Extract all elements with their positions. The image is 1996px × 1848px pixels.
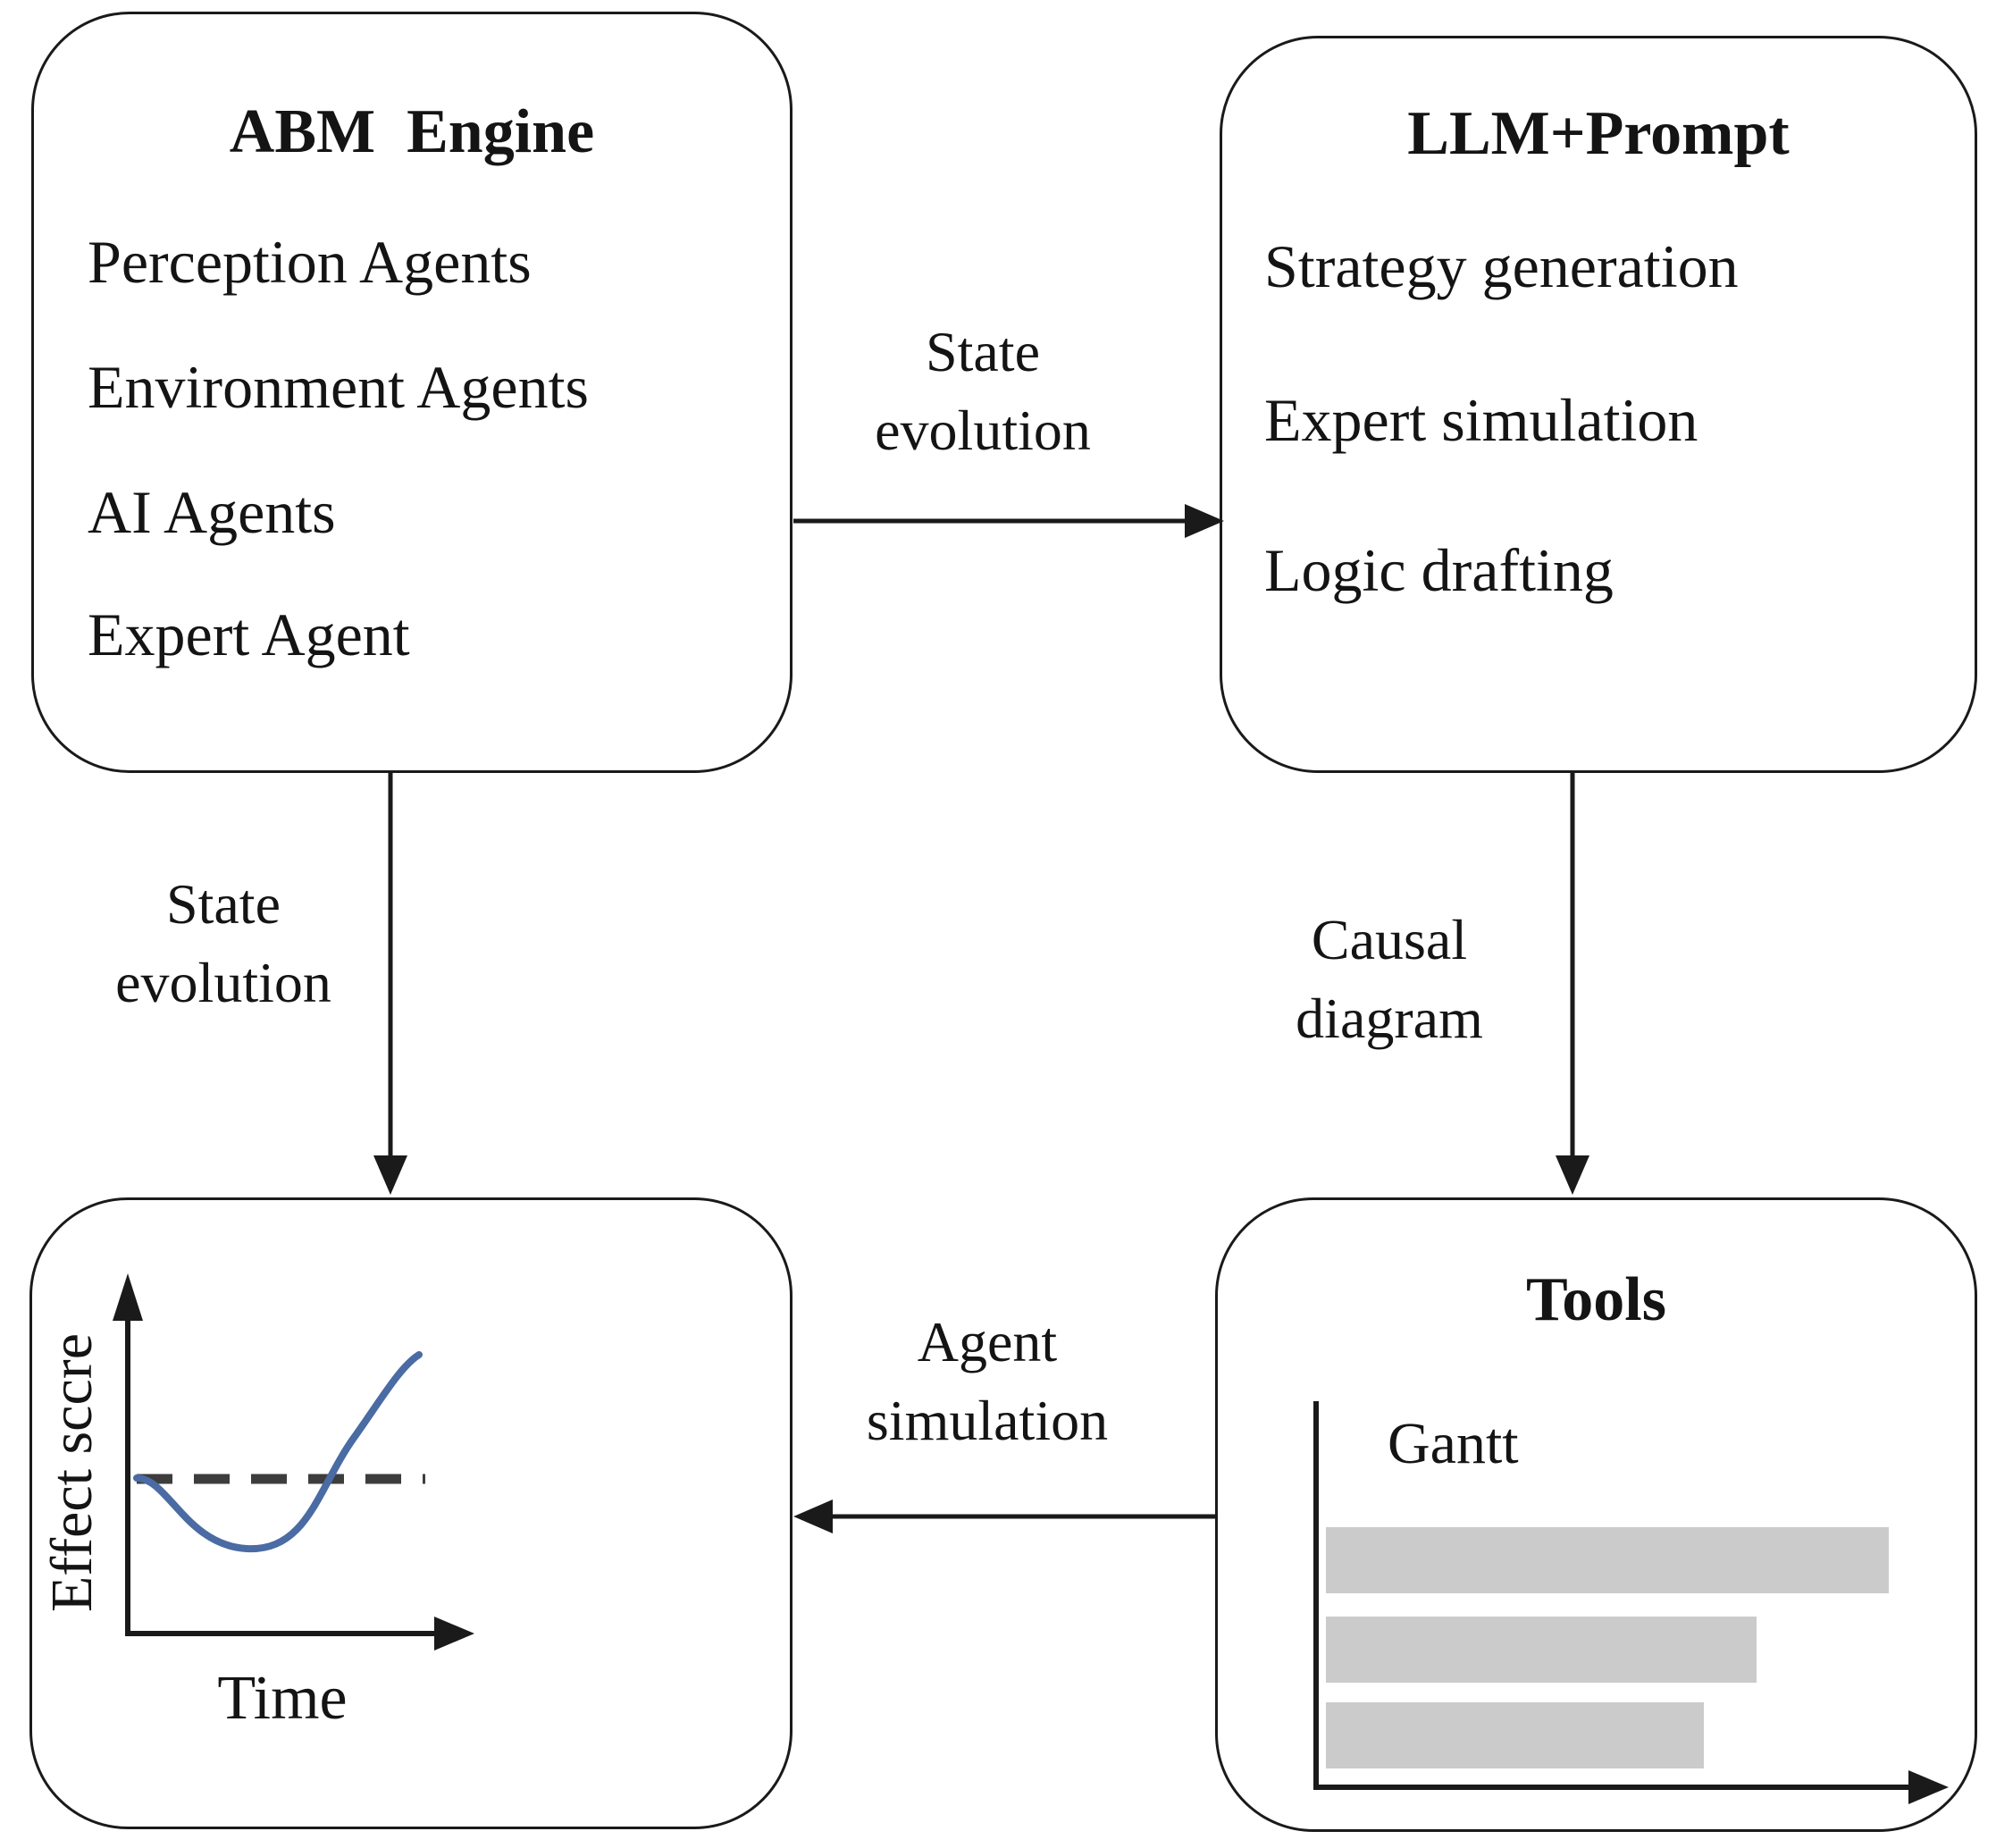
y-axis-label: Effect sccre (39, 1332, 105, 1613)
edge-label-state-evolution-top (831, 313, 1135, 470)
node-tools (1215, 1197, 1977, 1832)
x-axis-label: Time (217, 1664, 348, 1733)
gantt-bar-3 (1326, 1702, 1704, 1768)
node-effect-score-chart (29, 1197, 793, 1829)
effect-curve (137, 1355, 419, 1549)
abm-engine-title: ABM Engine (229, 97, 595, 166)
tools-title: Tools (1526, 1265, 1666, 1334)
gantt-mini-chart (1218, 1200, 1975, 1829)
edge-label-line: simulation (866, 1389, 1109, 1452)
abm-item-environment-agents: Environment Agents (88, 353, 589, 421)
node-abm-engine (31, 12, 793, 773)
abm-item-ai-agents: AI Agents (88, 478, 336, 546)
edge-label-line: State (926, 320, 1040, 383)
abm-item-expert-agent: Expert Agent (88, 601, 410, 668)
llm-item-logic-drafting: Logic drafting (1264, 536, 1614, 604)
gantt-bar-2 (1326, 1617, 1757, 1683)
gantt-bar-1 (1326, 1527, 1889, 1593)
edge-label-line: Causal (1311, 908, 1468, 971)
edge-label-causal-diagram (1251, 901, 1528, 1058)
arrow-abm-to-chart (369, 773, 412, 1200)
edge-label-line: State (166, 872, 281, 936)
arrow-abm-to-llm (793, 499, 1240, 543)
node-llm-prompt (1220, 36, 1977, 773)
llm-prompt-title: LLM+Prompt (1407, 99, 1790, 168)
edge-label-line: evolution (115, 951, 331, 1014)
edge-label-state-evolution-left (85, 865, 362, 1022)
edge-label-agent-simulation (826, 1303, 1148, 1460)
x-axis-arrowhead-icon (434, 1617, 474, 1651)
edge-label-line: evolution (875, 399, 1091, 462)
arrow-tools-to-chart (793, 1494, 1218, 1539)
edge-label-line: diagram (1296, 987, 1483, 1050)
arrow-llm-to-tools (1551, 773, 1594, 1200)
llm-item-expert-simulation: Expert simulation (1264, 386, 1698, 454)
edge-label-line: Agent (917, 1310, 1058, 1373)
gantt-label: Gantt (1388, 1411, 1519, 1476)
y-axis-arrowhead-icon (113, 1273, 143, 1321)
abm-item-perception-agents: Perception Agents (88, 228, 532, 296)
llm-item-strategy-generation: Strategy generation (1264, 232, 1739, 300)
gantt-x-axis-arrowhead-icon (1908, 1770, 1949, 1804)
